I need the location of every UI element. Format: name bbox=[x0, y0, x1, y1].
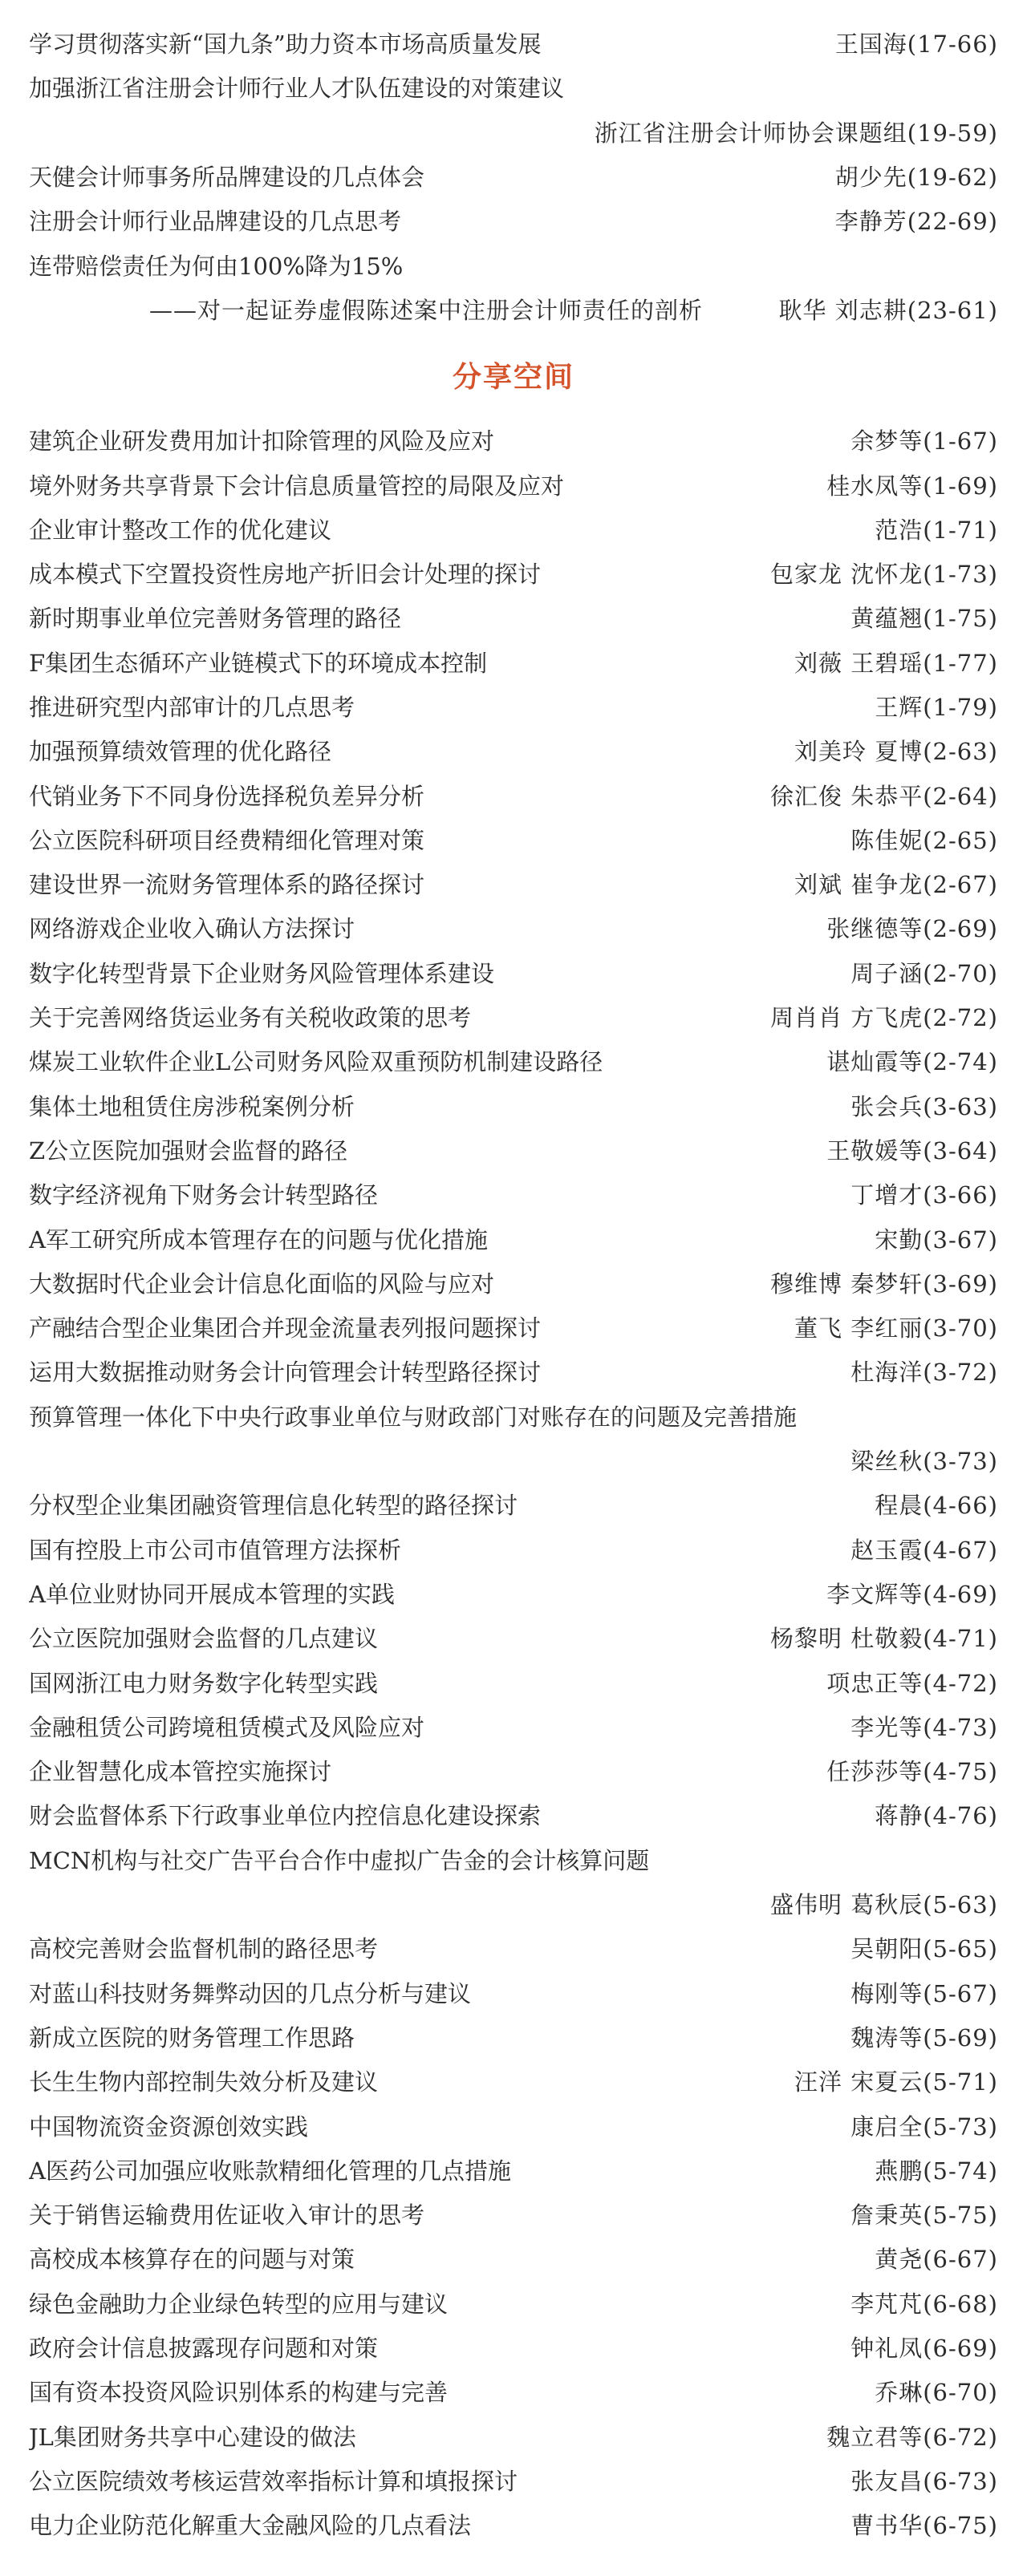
entry-author: 王辉(1-79) bbox=[875, 694, 998, 721]
entry-row bbox=[29, 462, 998, 506]
entry-author: 蒋静(4-76) bbox=[875, 1802, 998, 1830]
entry-row bbox=[29, 2369, 998, 2413]
entry-title: JL集团财务共享中心建设的做法 bbox=[29, 2423, 356, 2451]
entry-title: 集体土地租赁住房涉税案例分析 bbox=[29, 1092, 355, 1120]
entry-title: ——对一起证券虚假陈述案中注册会计师责任的剖析 bbox=[149, 296, 704, 324]
entry-title: 国有控股上市公司市值管理方法探析 bbox=[29, 1536, 402, 1564]
entry-title: A医药公司加强应收账款精细化管理的几点措施 bbox=[29, 2157, 511, 2185]
entry-title: 建设世界一流财务管理体系的路径探讨 bbox=[29, 871, 425, 899]
entry-title: 公立医院加强财会监督的几点建议 bbox=[29, 1625, 379, 1653]
entry-author: 詹秉英(5-75) bbox=[850, 2201, 998, 2230]
entry-title: 大数据时代企业会计信息化面临的风险与应对 bbox=[29, 1270, 495, 1298]
entry-title: 国网浙江电力财务数字化转型实践 bbox=[29, 1669, 379, 1697]
entry-row bbox=[29, 551, 998, 595]
entry-row bbox=[29, 772, 998, 816]
entry-title: 公立医院科研项目经费精细化管理对策 bbox=[29, 826, 425, 854]
entry-row bbox=[29, 2325, 998, 2369]
entry-row bbox=[29, 1970, 998, 2014]
entry-row bbox=[29, 728, 998, 772]
entry-author: 陈佳妮(2-65) bbox=[850, 826, 998, 854]
entry-row bbox=[29, 287, 998, 331]
entry-title: 连带赔偿责任为何由100%降为15% bbox=[29, 252, 404, 280]
entry-title: 关于完善网络货运业务有关税收政策的思考 bbox=[29, 1004, 472, 1032]
entry-row bbox=[29, 1039, 998, 1083]
entry-title: A军工研究所成本管理存在的问题与优化措施 bbox=[29, 1225, 488, 1254]
entry-row bbox=[29, 2059, 998, 2103]
entry-author: 赵玉霞(4-67) bbox=[850, 1536, 998, 1564]
share-entry-list bbox=[29, 418, 998, 2546]
entry-row bbox=[29, 65, 998, 109]
entry-author: 黄蕴翘(1-75) bbox=[850, 605, 998, 633]
entry-row bbox=[29, 684, 998, 728]
entry-author: 周肖肖 方飞虎(2-72) bbox=[770, 1004, 998, 1032]
entry-title: 分权型企业集团融资管理信息化转型的路径探讨 bbox=[29, 1492, 518, 1520]
entry-row bbox=[29, 242, 998, 286]
entry-author: 杜海洋(3-72) bbox=[850, 1359, 998, 1387]
entry-title: 政府会计信息披露现存问题和对策 bbox=[29, 2334, 379, 2362]
entry-author: 康启全(5-73) bbox=[850, 2112, 998, 2141]
entry-author: 曹书华(6-75) bbox=[850, 2512, 998, 2540]
entry-title: 公立医院绩效考核运营效率指标计算和填报探讨 bbox=[29, 2467, 518, 2495]
entry-row bbox=[29, 861, 998, 905]
entry-title: 网络游戏企业收入确认方法探讨 bbox=[29, 915, 355, 943]
entry-author: 盛伟明 葛秋辰(5-63) bbox=[770, 1891, 998, 1919]
entry-row bbox=[29, 2192, 998, 2236]
entry-row bbox=[29, 110, 998, 154]
entry-author: 汪洋 宋夏云(5-71) bbox=[794, 2068, 998, 2096]
entry-title: 财会监督体系下行政事业单位内控信息化建设探索 bbox=[29, 1802, 542, 1830]
entry-row bbox=[29, 1748, 998, 1792]
entry-author: 周子涵(2-70) bbox=[850, 959, 998, 987]
entry-title: 高校成本核算存在的问题与对策 bbox=[29, 2246, 355, 2274]
entry-row bbox=[29, 1881, 998, 1926]
entry-title: 绿色金融助力企业绿色转型的应用与建议 bbox=[29, 2290, 449, 2318]
entry-title: 建筑企业研发费用加计扣除管理的风险及应对 bbox=[29, 427, 495, 456]
entry-row bbox=[29, 1482, 998, 1526]
entry-author: 张友昌(6-73) bbox=[850, 2467, 998, 2495]
entry-author: 程晨(4-66) bbox=[875, 1492, 998, 1520]
entry-title: 加强浙江省注册会计师行业人才队伍建设的对策建议 bbox=[29, 75, 565, 103]
entry-row bbox=[29, 2103, 998, 2147]
entry-row bbox=[29, 2236, 998, 2280]
entry-author: 燕鹏(5-74) bbox=[875, 2157, 998, 2185]
entry-author: 李静芳(22-69) bbox=[834, 208, 998, 236]
entry-title: 中国物流资金资源创效实践 bbox=[29, 2112, 309, 2141]
entry-title: 电力企业防范化解重大金融风险的几点看法 bbox=[29, 2512, 472, 2540]
entry-author: 张继德等(2-69) bbox=[826, 915, 998, 943]
entry-row bbox=[29, 1615, 998, 1659]
entry-author: 李光等(4-73) bbox=[850, 1713, 998, 1741]
entry-row bbox=[29, 2015, 998, 2059]
entry-author: 李文辉等(4-69) bbox=[826, 1580, 998, 1608]
entry-title: 国有资本投资风险识别体系的构建与完善 bbox=[29, 2379, 449, 2407]
entry-title: 金融租赁公司跨境租赁模式及风险应对 bbox=[29, 1713, 425, 1741]
entry-author: 浙江省注册会计师协会课题组(19-59) bbox=[594, 119, 998, 147]
top-entry-list bbox=[29, 21, 998, 331]
entry-row bbox=[29, 2281, 998, 2325]
entry-row bbox=[29, 1837, 998, 1881]
entry-author: 刘斌 崔争龙(2-67) bbox=[794, 871, 998, 899]
entry-author: 胡少先(19-62) bbox=[834, 164, 998, 192]
entry-row bbox=[29, 2148, 998, 2192]
entry-title: 企业智慧化成本管控实施探讨 bbox=[29, 1758, 332, 1786]
entry-title: F集团生态循环产业链模式下的环境成本控制 bbox=[29, 649, 488, 677]
entry-title: 数字经济视角下财务会计转型路径 bbox=[29, 1181, 379, 1209]
entry-author: 乔琳(6-70) bbox=[875, 2379, 998, 2407]
entry-author: 魏涛等(5-69) bbox=[850, 2023, 998, 2051]
entry-title: 注册会计师行业品牌建设的几点思考 bbox=[29, 208, 402, 236]
entry-author: 王国海(17-66) bbox=[834, 30, 998, 59]
entry-title: 煤炭工业软件企业L公司财务风险双重预防机制建设路径 bbox=[29, 1048, 603, 1076]
entry-row bbox=[29, 640, 998, 684]
entry-title: 境外财务共享背景下会计信息质量管控的局限及应对 bbox=[29, 472, 565, 500]
entry-row bbox=[29, 198, 998, 242]
entry-title: 数字化转型背景下企业财务风险管理体系建设 bbox=[29, 959, 495, 987]
entry-row bbox=[29, 2502, 998, 2546]
entry-row bbox=[29, 1305, 998, 1349]
entry-row bbox=[29, 950, 998, 994]
entry-row bbox=[29, 507, 998, 551]
section-title: 分享空间 bbox=[452, 360, 574, 394]
entry-author: 董飞 李红丽(3-70) bbox=[794, 1314, 998, 1343]
entry-row bbox=[29, 905, 998, 950]
entry-author: 吴朝阳(5-65) bbox=[850, 1935, 998, 1963]
entry-row bbox=[29, 1172, 998, 1216]
entry-author: 宋勤(3-67) bbox=[875, 1225, 998, 1254]
entry-title: A单位业财协同开展成本管理的实践 bbox=[29, 1580, 395, 1608]
entry-title: 新时期事业单位完善财务管理的路径 bbox=[29, 605, 402, 633]
entry-title: 对蓝山科技财务舞弊动因的几点分析与建议 bbox=[29, 1979, 472, 2007]
entry-author: 梁丝秋(3-73) bbox=[850, 1448, 998, 1476]
entry-title: 学习贯彻落实新“国九条”助力资本市场高质量发展 bbox=[29, 30, 542, 59]
entry-title: 长生生物内部控制失效分析及建议 bbox=[29, 2068, 379, 2096]
entry-author: 穆维博 秦梦轩(3-69) bbox=[770, 1270, 998, 1298]
entry-author: 徐汇俊 朱恭平(2-64) bbox=[770, 782, 998, 810]
entry-row bbox=[29, 1128, 998, 1172]
entry-title: 高校完善财会监督机制的路径思考 bbox=[29, 1935, 379, 1963]
entry-author: 任莎莎等(4-75) bbox=[826, 1758, 998, 1786]
entry-author: 梅刚等(5-67) bbox=[850, 1979, 998, 2007]
entry-author: 谌灿霞等(2-74) bbox=[826, 1048, 998, 1076]
entry-row bbox=[29, 418, 998, 462]
entry-row bbox=[29, 1216, 998, 1260]
entry-author: 王敬媛等(3-64) bbox=[826, 1136, 998, 1164]
entry-row bbox=[29, 1394, 998, 1438]
entry-title: 推进研究型内部审计的几点思考 bbox=[29, 694, 355, 721]
entry-title: 天健会计师事务所品牌建设的几点体会 bbox=[29, 164, 425, 192]
entry-author: 桂水凤等(1-69) bbox=[826, 472, 998, 500]
entry-author: 范浩(1-71) bbox=[875, 516, 998, 544]
entry-author: 丁增才(3-66) bbox=[850, 1181, 998, 1209]
entry-author: 杨黎明 杜敬毅(4-71) bbox=[770, 1625, 998, 1653]
entry-author: 黄尧(6-67) bbox=[875, 2246, 998, 2274]
entry-row bbox=[29, 1792, 998, 1837]
entry-author: 包家龙 沈怀龙(1-73) bbox=[770, 561, 998, 589]
entry-author: 魏立君等(6-72) bbox=[826, 2423, 998, 2451]
entry-row bbox=[29, 994, 998, 1039]
entry-row bbox=[29, 1438, 998, 1482]
entry-row bbox=[29, 2413, 998, 2457]
entry-title: 成本模式下空置投资性房地产折旧会计处理的探讨 bbox=[29, 561, 542, 589]
entry-author: 项忠正等(4-72) bbox=[826, 1669, 998, 1697]
entry-row bbox=[29, 1261, 998, 1305]
entry-author: 耿华 刘志耕(23-61) bbox=[778, 296, 998, 324]
entry-title: MCN机构与社交广告平台合作中虚拟广告金的会计核算问题 bbox=[29, 1846, 650, 1874]
entry-row bbox=[29, 1571, 998, 1615]
entry-title: 加强预算绩效管理的优化路径 bbox=[29, 738, 332, 766]
entry-title: 运用大数据推动财务会计向管理会计转型路径探讨 bbox=[29, 1359, 542, 1387]
entry-row bbox=[29, 1527, 998, 1571]
entry-title: 产融结合型企业集团合并现金流量表列报问题探讨 bbox=[29, 1314, 542, 1343]
entry-row bbox=[29, 1349, 998, 1393]
entry-author: 钟礼凤(6-69) bbox=[850, 2334, 998, 2362]
entry-row bbox=[29, 154, 998, 198]
entry-row bbox=[29, 2458, 998, 2502]
entry-row bbox=[29, 1659, 998, 1703]
entry-row bbox=[29, 595, 998, 639]
entry-title: 新成立医院的财务管理工作思路 bbox=[29, 2023, 355, 2051]
entry-row bbox=[29, 1704, 998, 1748]
entry-author: 余梦等(1-67) bbox=[850, 427, 998, 456]
entry-row bbox=[29, 817, 998, 861]
entry-title: Z公立医院加强财会监督的路径 bbox=[29, 1136, 348, 1164]
entry-title: 关于销售运输费用佐证收入审计的思考 bbox=[29, 2201, 425, 2230]
entry-title: 代销业务下不同身份选择税负差异分析 bbox=[29, 782, 425, 810]
entry-row bbox=[29, 1083, 998, 1128]
entry-row bbox=[29, 21, 998, 65]
entry-title: 预算管理一体化下中央行政事业单位与财政部门对账存在的问题及完善措施 bbox=[29, 1403, 798, 1431]
entry-title: 企业审计整改工作的优化建议 bbox=[29, 516, 332, 544]
entry-author: 李芃芃(6-68) bbox=[850, 2290, 998, 2318]
entry-author: 刘薇 王碧瑶(1-77) bbox=[794, 649, 998, 677]
entry-author: 刘美玲 夏博(2-63) bbox=[794, 738, 998, 766]
entry-author: 张会兵(3-63) bbox=[850, 1092, 998, 1120]
entry-row bbox=[29, 1926, 998, 1970]
